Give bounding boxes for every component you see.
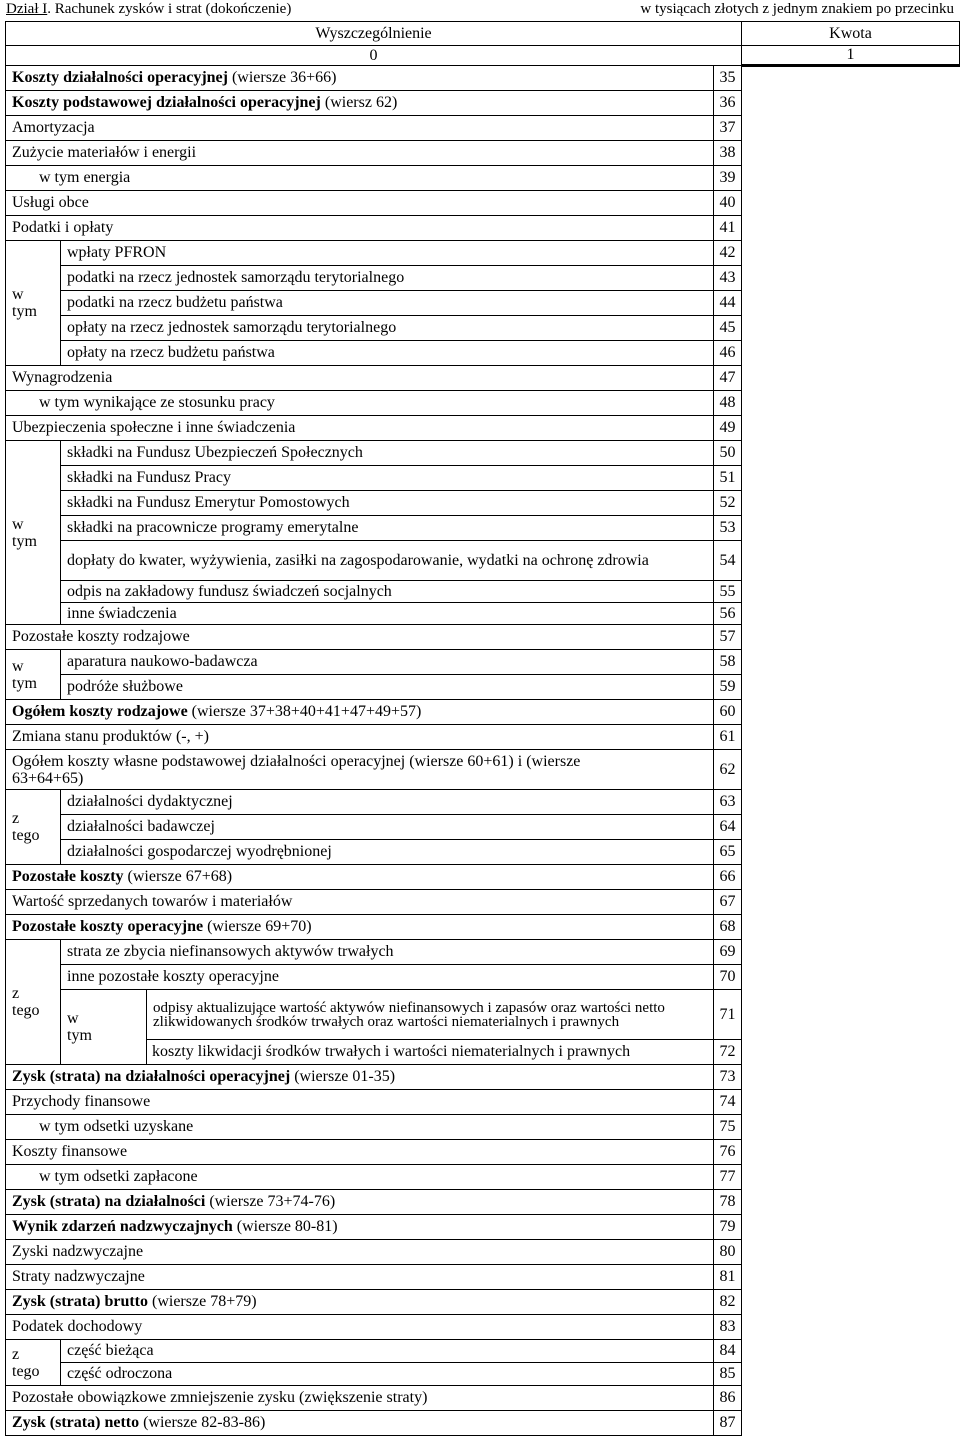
group-label-w-tym: w tym — [6, 241, 61, 366]
row-76-number: 76 — [714, 1140, 742, 1165]
row-71-number: 71 — [714, 990, 742, 1040]
row-85-number: 85 — [714, 1363, 742, 1386]
row-43-number: 43 — [714, 266, 742, 291]
group-label-w-tym: w tym — [6, 441, 61, 625]
row-48-label: w tym wynikające ze stosunku pracy — [6, 391, 714, 416]
row-86-number: 86 — [714, 1386, 742, 1411]
row-77-label: w tym odsetki zapłacone — [6, 1165, 714, 1190]
row-36-label: Koszty podstawowej działalności operacyjnej (wiersz 62) — [6, 91, 714, 116]
row-46-number: 46 — [714, 341, 742, 366]
row-62-number: 62 — [714, 750, 742, 790]
row-57-number: 57 — [714, 625, 742, 650]
units-note: w tysiącach złotych z jednym znakiem po przecinku — [640, 1, 954, 17]
row-83-label: Podatek dochodowy — [6, 1315, 714, 1340]
column-index-description: 0 — [6, 46, 742, 66]
row-63-number: 63 — [714, 790, 742, 815]
row-80-label: Zyski nadzwyczajne — [6, 1240, 714, 1265]
row-35-label: Koszty działalności operacyjnej (wiersze 36+66) — [6, 66, 714, 91]
row-73-label: Zysk (strata) na działalności operacyjnej (wiersze 01-35) — [6, 1065, 714, 1090]
row-51-number: 51 — [714, 466, 742, 491]
row-60-label: Ogółem koszty rodzajowe (wiersze 37+38+40+41+47+49+57) — [6, 700, 714, 725]
row-67-label: Wartość sprzedanych towarów i materiałów — [6, 890, 714, 915]
row-52-number: 52 — [714, 491, 742, 516]
row-83-number: 83 — [714, 1315, 742, 1340]
row-53-label: składki na pracownicze programy emerytalne — [61, 516, 714, 541]
row-76-label: Koszty finansowe — [6, 1140, 714, 1165]
row-46-label: opłaty na rzecz budżetu państwa — [61, 341, 714, 366]
row-67-number: 67 — [714, 890, 742, 915]
row-86-label: Pozostałe obowiązkowe zmniejszenie zysku (zwiększenie straty) — [6, 1386, 714, 1411]
row-87-number: 87 — [714, 1411, 742, 1436]
row-58-number: 58 — [714, 650, 742, 675]
group-label-z-tego: z tego — [6, 1340, 61, 1386]
row-80-number: 80 — [714, 1240, 742, 1265]
row-39-number: 39 — [714, 166, 742, 191]
group-label-z-tego: z tego — [6, 790, 61, 865]
row-49-number: 49 — [714, 416, 742, 441]
row-82-number: 82 — [714, 1290, 742, 1315]
row-37-label: Amortyzacja — [6, 116, 714, 141]
row-35-number: 35 — [714, 66, 742, 91]
row-59-label: podróże służbowe — [61, 675, 714, 700]
row-66-number: 66 — [714, 865, 742, 890]
group-label-w-tym: w tym — [6, 650, 61, 700]
row-70-label: inne pozostałe koszty operacyjne — [61, 965, 714, 990]
row-73-number: 73 — [714, 1065, 742, 1090]
row-58-label: aparatura naukowo-badawcza — [61, 650, 714, 675]
row-84-number: 84 — [714, 1340, 742, 1363]
row-38-number: 38 — [714, 141, 742, 166]
row-72-number: 72 — [714, 1040, 742, 1065]
row-78-label: Zysk (strata) na działalności (wiersze 73+74-76) — [6, 1190, 714, 1215]
row-66-label: Pozostałe koszty (wiersze 67+68) — [6, 865, 714, 890]
row-37-number: 37 — [714, 116, 742, 141]
row-42-number: 42 — [714, 241, 742, 266]
group-label-w-tym: w tym — [61, 990, 147, 1065]
row-68-label: Pozostałe koszty operacyjne (wiersze 69+70) — [6, 915, 714, 940]
row-41-label: Podatki i opłaty — [6, 216, 714, 241]
row-54-number: 54 — [714, 541, 742, 581]
group-label-z-tego: z tego — [6, 940, 61, 1065]
row-65-number: 65 — [714, 840, 742, 865]
row-41-number: 41 — [714, 216, 742, 241]
row-59-number: 59 — [714, 675, 742, 700]
column-header-description: Wyszczególnienie — [6, 22, 742, 46]
row-55-label: odpis na zakładowy fundusz świadczeń socjalnych — [61, 581, 714, 603]
row-65-label: działalności gospodarczej wyodrębnionej — [61, 840, 714, 865]
section-title: Dział I. Rachunek zysków i strat (dokończenie) — [6, 1, 292, 17]
row-45-number: 45 — [714, 316, 742, 341]
row-61-number: 61 — [714, 725, 742, 750]
row-40-label: Usługi obce — [6, 191, 714, 216]
row-69-label: strata ze zbycia niefinansowych aktywów trwałych — [61, 940, 714, 965]
row-70-number: 70 — [714, 965, 742, 990]
row-82-label: Zysk (strata) brutto (wiersze 78+79) — [6, 1290, 714, 1315]
income-statement-table — [5, 21, 960, 1436]
row-84-label: część bieżąca — [61, 1340, 714, 1363]
row-68-number: 68 — [714, 915, 742, 940]
row-51-label: składki na Fundusz Pracy — [61, 466, 714, 491]
row-42-label: wpłaty PFRON — [61, 241, 714, 266]
row-75-label: w tym odsetki uzyskane — [6, 1115, 714, 1140]
row-50-label: składki na Fundusz Ubezpieczeń Społecznych — [61, 441, 714, 466]
row-45-label: opłaty na rzecz jednostek samorządu terytorialnego — [61, 316, 714, 341]
row-47-number: 47 — [714, 366, 742, 391]
row-61-label: Zmiana stanu produktów (-, +) — [6, 725, 714, 750]
amount-column-empty — [742, 66, 960, 1436]
row-49-label: Ubezpieczenia społeczne i inne świadczenia — [6, 416, 714, 441]
row-53-number: 53 — [714, 516, 742, 541]
row-63-label: działalności dydaktycznej — [61, 790, 714, 815]
row-62-label: Ogółem koszty własne podstawowej działalności operacyjnej (wiersze 60+61) i (wiersze 63+64+65) — [6, 750, 714, 790]
row-56-number: 56 — [714, 603, 742, 625]
row-60-number: 60 — [714, 700, 742, 725]
column-index-amount: 1 — [742, 46, 960, 66]
row-44-label: podatki na rzecz budżetu państwa — [61, 291, 714, 316]
row-55-number: 55 — [714, 581, 742, 603]
row-44-number: 44 — [714, 291, 742, 316]
row-48-number: 48 — [714, 391, 742, 416]
row-47-label: Wynagrodzenia — [6, 366, 714, 391]
row-52-label: składki na Fundusz Emerytur Pomostowych — [61, 491, 714, 516]
row-74-label: Przychody finansowe — [6, 1090, 714, 1115]
row-54-label: dopłaty do kwater, wyżywienia, zasiłki na zagospodarowanie, wydatki na ochronę zdrowia — [61, 541, 714, 581]
row-39-label: w tym energia — [6, 166, 714, 191]
row-43-label: podatki na rzecz jednostek samorządu terytorialnego — [61, 266, 714, 291]
row-38-label: Zużycie materiałów i energii — [6, 141, 714, 166]
row-85-label: część odroczona — [61, 1363, 714, 1386]
row-77-number: 77 — [714, 1165, 742, 1190]
row-74-number: 74 — [714, 1090, 742, 1115]
row-71-label: odpisy aktualizujące wartość aktywów niefinansowych i zapasów oraz wartości netto zlikwidowanych środków trwałych oraz wartości niematerialnych i prawnych — [147, 990, 714, 1040]
row-72-label: koszty likwidacji środków trwałych i wartości niematerialnych i prawnych — [147, 1040, 714, 1065]
row-81-number: 81 — [714, 1265, 742, 1290]
row-87-label: Zysk (strata) netto (wiersze 82-83-86) — [6, 1411, 714, 1436]
row-36-number: 36 — [714, 91, 742, 116]
row-56-label: inne świadczenia — [61, 603, 714, 625]
row-50-number: 50 — [714, 441, 742, 466]
row-79-label: Wynik zdarzeń nadzwyczajnych (wiersze 80-81) — [6, 1215, 714, 1240]
column-header-amount: Kwota — [742, 22, 960, 46]
row-57-label: Pozostałe koszty rodzajowe — [6, 625, 714, 650]
row-81-label: Straty nadzwyczajne — [6, 1265, 714, 1290]
row-78-number: 78 — [714, 1190, 742, 1215]
row-64-label: działalności badawczej — [61, 815, 714, 840]
row-69-number: 69 — [714, 940, 742, 965]
row-64-number: 64 — [714, 815, 742, 840]
row-40-number: 40 — [714, 191, 742, 216]
row-79-number: 79 — [714, 1215, 742, 1240]
row-75-number: 75 — [714, 1115, 742, 1140]
